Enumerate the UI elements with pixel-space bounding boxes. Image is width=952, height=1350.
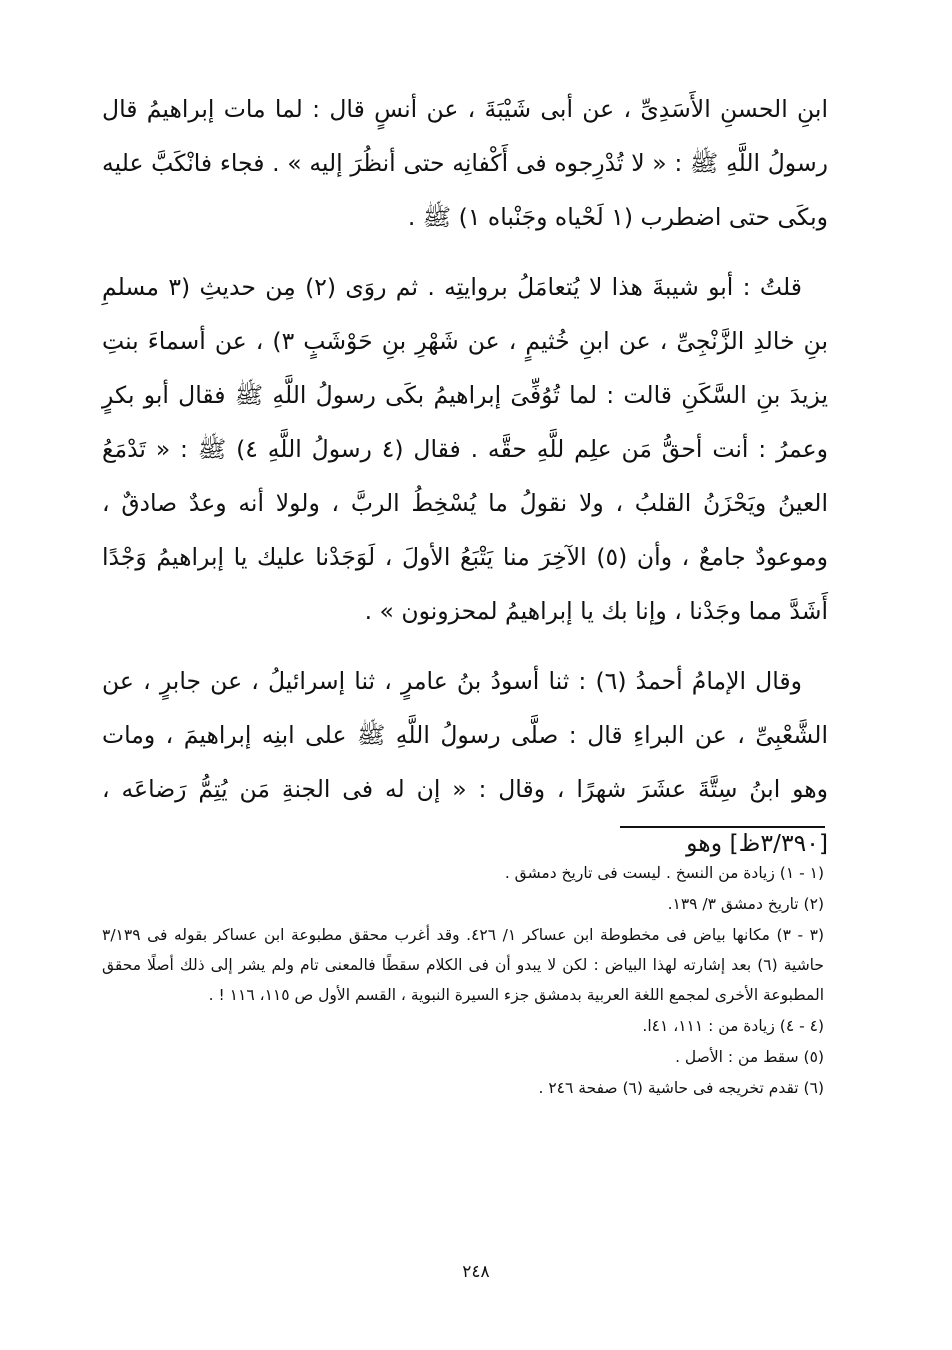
footnote-separator [620, 826, 825, 828]
footnote-1: (١ - ١) زيادة من النسخ . ليست فى تاريخ دمشق . [504, 864, 824, 882]
footnotes [102, 858, 824, 1104]
footnote-5: (٥) سقط من : الأصل . [675, 1048, 824, 1066]
paragraph-2: قلتُ : أبو شيبةَ هذا لا يُتعامَلُ بروايتِه . ثم روَى (٢) مِن حديثِ (٣ مسلمِ بنِ خالدِ الزَّنْجِىِّ ، عن ابنِ خُثيمٍ ، عن شَهْرِ بنِ حَوْشَبٍ ٣) ، عن أسماءَ بنتِ يزيدَ بنِ السَّكَنِ قالت : لما تُوُفِّىَ إبراهيمُ بكَى رسولُ اللَّهِ ﷺ فقال أبو بكرٍ وعمرُ : أنت أحقُّ مَن علِم للَّهِ حقَّه . فقال (٤ رسولُ اللَّهِ ٤) ﷺ : « تَدْمَعُ العينُ ويَحْزَنُ القلبُ ، ولا نقولُ ما يُسْخِطُ الربَّ ، ولولا أنه وعدٌ صادقٌ ، وموعودٌ جامعٌ ، وأن (٥) الآخِرَ منا يَتْبَعُ الأولَ ، لَوَجَدْنا عليك يا إبراهيمُ وَجْدًا أَشَدَّ مما وجَدْنا ، وإنا بك يا إبراهيمُ لمحزونون » . [102, 273, 829, 625]
footnote-3: (٣ - ٣) مكانها بياض فى مخطوطة ابن عساكر ١/ ٤٢٦. وقد أغرب محقق مطبوعة ابن عساكر بقوله فى ٣/١٣٩ حاشية (٦) بعد إشارته لهذا البياض : لكن لا يبدو أن فى الكلام سقطًا فالمعنى تام ولم يشر إلى ذلك أصلًا محقق المطبوعة الأخرى لمجمع اللغة العربية بدمشق جزء السيرة النبوية ، القسم الأول ص ١١٥، ١١٦ ! . [102, 926, 824, 1004]
main-text-body [102, 82, 828, 886]
paragraph-1: ابنِ الحسنِ الأَسَدِىِّ ، عن أبى شَيْبَةَ ، عن أنسٍ قال : لما مات إبراهيمُ قال رسولُ اللَّهِ ﷺ : « لا تُدْرِجوه فى أَكْفانِه حتى أنظُرَ إليه » . فجاء فانْكَبَّ عليه وبكَى حتى اضطرب (١ لَحْياه وجَنْباه ١) ﷺ . [102, 95, 828, 231]
paragraph-3: وقال الإمامُ أحمدُ (٦) : ثنا أسودُ بنُ عامرٍ ، ثنا إسرائيلُ ، عن جابرٍ ، عن الشَّعْبِىِّ ، عن البراءِ قال : صلَّى رسولُ اللَّهِ ﷺ على ابنِه إبراهيمَ ، ومات وهو ابنُ سِتَّةَ عشَرَ شهرًا ، وقال : « إن له فى الجنةِ مَن يُتِمُّ رَضاعَه ، [٣/٣٩٠ظ] وهو [102, 667, 828, 857]
footnote-2: (٢) تاريخ دمشق ٣/ ١٣٩. [667, 895, 824, 913]
footnote-6: (٦) تقدم تخريجه فى حاشية (٦) صفحة ٢٤٦ . [538, 1079, 824, 1097]
footnote-4: (٤ - ٤) زيادة من : ١١١، ٤١ا. [642, 1017, 824, 1035]
page-number: ٢٤٨ [462, 1262, 490, 1282]
